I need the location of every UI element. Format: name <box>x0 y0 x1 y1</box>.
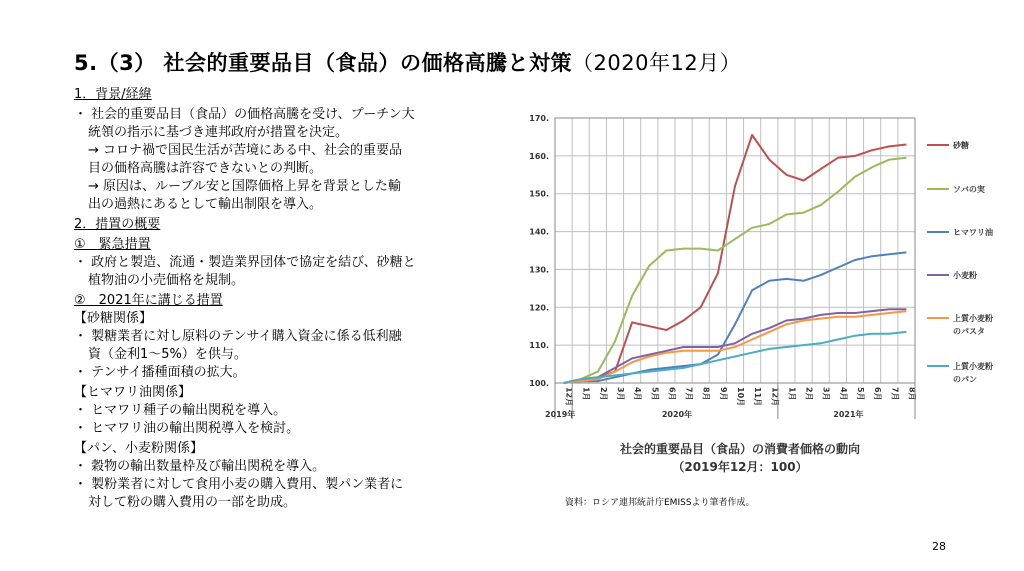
s1-bullet1-line6: 出の過熱にあるとして輸出制限を導入。 <box>88 197 323 212</box>
year-label: 2020年 <box>661 410 693 419</box>
x-tick-label: 3月 <box>616 387 625 401</box>
sunflower-line1: ・ ヒマワリ種子の輸出関税を導入。 <box>74 403 287 418</box>
slide-title-main: 5.（3） 社会的重要品目（食品）の価格高騰と対策 <box>74 51 573 75</box>
bread-line2: ・ 製粉業者に対して食用小麦の購入費用、製パン業者に <box>74 477 404 492</box>
chart-subtitle: （2019年12月：100） <box>672 460 808 474</box>
x-tick-label: 12月 <box>564 387 574 407</box>
left-text-panel <box>74 86 504 512</box>
x-tick-label: 5月 <box>856 387 865 401</box>
sunflower-heading: 【ヒマワリ油関係】 <box>74 385 192 400</box>
sugar-line2: 資（金利1～5%）を供与。 <box>88 347 247 362</box>
legend-label: 上質小麦粉のパスタ <box>953 314 993 336</box>
slide-title <box>74 47 741 77</box>
section1-heading: 1．背景/経緯 <box>74 87 152 102</box>
series-line <box>564 311 907 383</box>
chart-title: 社会的重要品目（食品）の消費者価格の動向 <box>619 442 860 456</box>
y-tick-label: 110. <box>529 341 549 351</box>
page-number: 28 <box>932 540 946 553</box>
legend-label: 小麦粉 <box>953 271 977 280</box>
bread-heading: 【パン、小麦粉関係】 <box>74 441 203 456</box>
x-tick-label: 5月 <box>650 387 660 401</box>
bread-line3: 対して粉の購入費用の一部を助成。 <box>88 495 297 510</box>
y-tick-label: 130. <box>529 265 549 275</box>
x-tick-label: 1月 <box>787 387 797 401</box>
x-tick-label: 10月 <box>736 387 745 407</box>
sugar-heading: 【砂糖関係】 <box>74 311 153 326</box>
x-tick-label: 8月 <box>701 387 711 401</box>
slide-title-year: （2020年12月） <box>572 51 742 75</box>
x-tick-label: 12月 <box>770 387 780 407</box>
x-tick-label: 7月 <box>684 387 694 401</box>
x-tick-label: 2月 <box>804 387 814 401</box>
s2-2021-heading: ② 2021年に講じる措置 <box>74 293 223 308</box>
section2-heading: 2．措置の概要 <box>74 217 161 232</box>
x-tick-label: 3月 <box>821 387 831 401</box>
source-note: 資料：ロシア連邦統計庁EMISSより筆者作成。 <box>565 498 755 508</box>
x-tick-label: 7月 <box>890 387 900 401</box>
s2-emergency-line2: 植物油の小売価格を規制。 <box>88 273 245 288</box>
bread-line1: ・ 穀物の輸出数量枠及び輸出関税を導入。 <box>74 459 326 474</box>
year-label: 2019年 <box>545 410 576 419</box>
price-index-chart <box>515 110 1020 440</box>
chart-caption <box>555 440 925 476</box>
s2-emergency-line1: ・ 政府と製造、流通・製造業界団体で協定を結び、砂糖と <box>74 255 416 270</box>
legend-label: 上質小麦粉のパン <box>953 362 993 384</box>
legend-label: ソバの実 <box>953 185 985 194</box>
x-tick-label: 1月 <box>581 387 591 401</box>
s1-bullet1-line4: 目の価格高騰は許容できないとの判断。 <box>88 161 323 176</box>
y-tick-label: 170. <box>529 114 549 123</box>
y-tick-label: 150. <box>529 189 549 199</box>
series-line <box>564 158 907 383</box>
sunflower-line2: ・ ヒマワリ油の輸出関税導入を検討。 <box>74 421 300 436</box>
y-tick-label: 120. <box>529 303 549 313</box>
s1-bullet1-line3: → コロナ禍で国民生活が苦境にある中、社会的重要品 <box>88 143 403 158</box>
y-tick-label: 160. <box>529 151 549 161</box>
s1-bullet1-line1: ・ 社会的重要品目（食品）の価格高騰を受け、プーチン大 <box>74 107 415 122</box>
year-label: 2021年 <box>833 410 864 419</box>
x-tick-label: 6月 <box>667 387 677 401</box>
s2-emergency-heading: ① 緊急措置 <box>74 237 151 252</box>
sugar-line1: ・ 製糖業者に対し原料のテンサイ購入資金に係る低利融 <box>74 329 402 344</box>
x-tick-label: 8月 <box>907 387 917 401</box>
legend-label: 砂糖 <box>953 141 969 150</box>
legend-label: ヒマワリ油 <box>953 228 993 237</box>
x-tick-label: 11月 <box>753 387 763 407</box>
x-tick-label: 6月 <box>873 387 883 401</box>
s1-bullet1-line5: → 原因は、ルーブル安と国際価格上昇を背景とした輸 <box>88 179 401 194</box>
x-tick-label: 4月 <box>633 387 643 401</box>
sugar-line3: ・ テンサイ播種面積の拡大。 <box>74 365 246 380</box>
y-tick-label: 140. <box>529 227 549 237</box>
y-tick-label: 100. <box>529 379 549 388</box>
s1-bullet1-line2: 統領の指示に基づき連邦政府が措置を決定。 <box>88 125 349 140</box>
x-tick-label: 4月 <box>838 387 848 401</box>
x-tick-label: 2月 <box>598 387 608 401</box>
x-tick-label: 9月 <box>718 387 728 401</box>
